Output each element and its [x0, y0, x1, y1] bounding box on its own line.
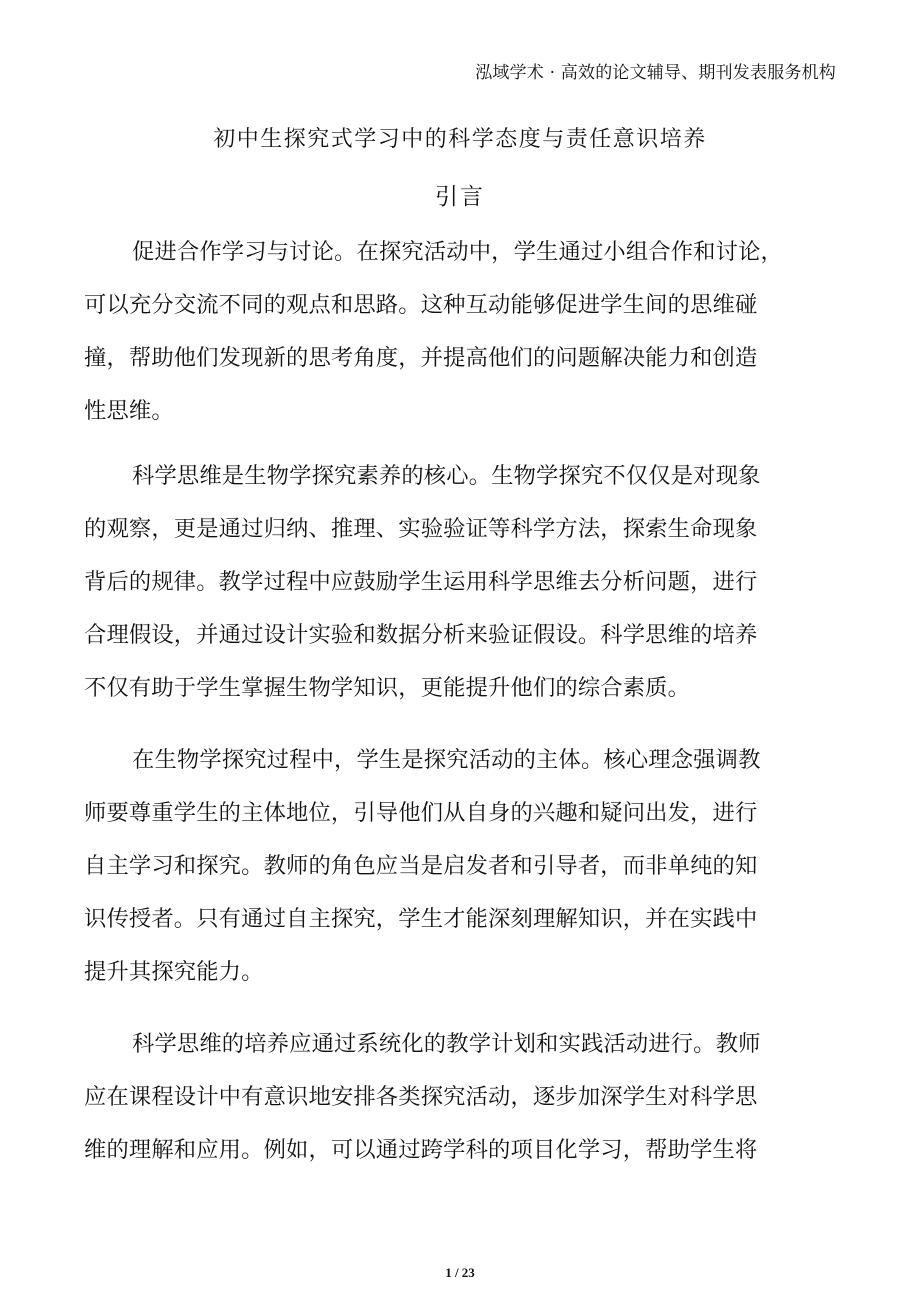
- header-tagline: 泓域学术 · 高效的论文辅导、期刊发表服务机构: [475, 63, 836, 83]
- paragraph-line: 科学思维的培养应通过系统化的教学计划和实践活动进行。教师: [132, 1031, 761, 1057]
- paragraph-line: 识传授者。只有通过自主探究，学生才能深刻理解知识，并在实践中: [84, 906, 758, 932]
- paragraph-line: 可以充分交流不同的观点和思路。这种互动能够促进学生间的思维碰: [84, 292, 758, 318]
- document-title: 初中生探究式学习中的科学态度与责任意识培养: [213, 127, 707, 152]
- paragraph-line: 性思维。: [84, 398, 174, 424]
- paragraph-4: [84, 1018, 844, 1177]
- paragraph-line: 自主学习和探究。教师的角色应当是启发者和引导者，而非单纯的知: [84, 853, 758, 879]
- paragraph-line: 应在课程设计中有意识地安排各类探究活动，逐步加深学生对科学思: [84, 1084, 758, 1110]
- paragraph-line: 提升其探究能力。: [84, 959, 264, 985]
- paragraph-line: 在生物学探究过程中，学生是探究活动的主体。核心理念强调教: [132, 747, 761, 773]
- section-heading: 引言: [435, 184, 485, 210]
- paragraph-line: 维的理解和应用。例如，可以通过跨学科的项目化学习，帮助学生将: [84, 1137, 758, 1163]
- paragraph-line: 的观察，更是通过归纳、推理、实验验证等科学方法，探索生命现象: [84, 516, 758, 542]
- paragraph-1: [84, 226, 844, 438]
- paragraph-2: [84, 450, 844, 715]
- paragraph-line: 促进合作学习与讨论。在探究活动中，学生通过小组合作和讨论，: [132, 239, 783, 265]
- paragraph-line: 背后的规律。教学过程中应鼓励学生运用科学思维去分析问题，进行: [84, 569, 758, 595]
- paragraph-line: 师要尊重学生的主体地位，引导他们从自身的兴趣和疑问出发，进行: [84, 800, 758, 826]
- paragraph-line: 撞，帮助他们发现新的思考角度，并提高他们的问题解决能力和创造: [84, 345, 758, 371]
- page-number: 1 / 23: [445, 1265, 475, 1280]
- paragraph-line: 不仅有助于学生掌握生物学知识，更能提升他们的综合素质。: [84, 675, 691, 701]
- paragraph-line: 合理假设，并通过设计实验和数据分析来验证假设。科学思维的培养: [84, 622, 758, 648]
- paragraph-line: 科学思维是生物学探究素养的核心。生物学探究不仅仅是对现象: [132, 463, 761, 489]
- paragraph-3: [84, 734, 844, 999]
